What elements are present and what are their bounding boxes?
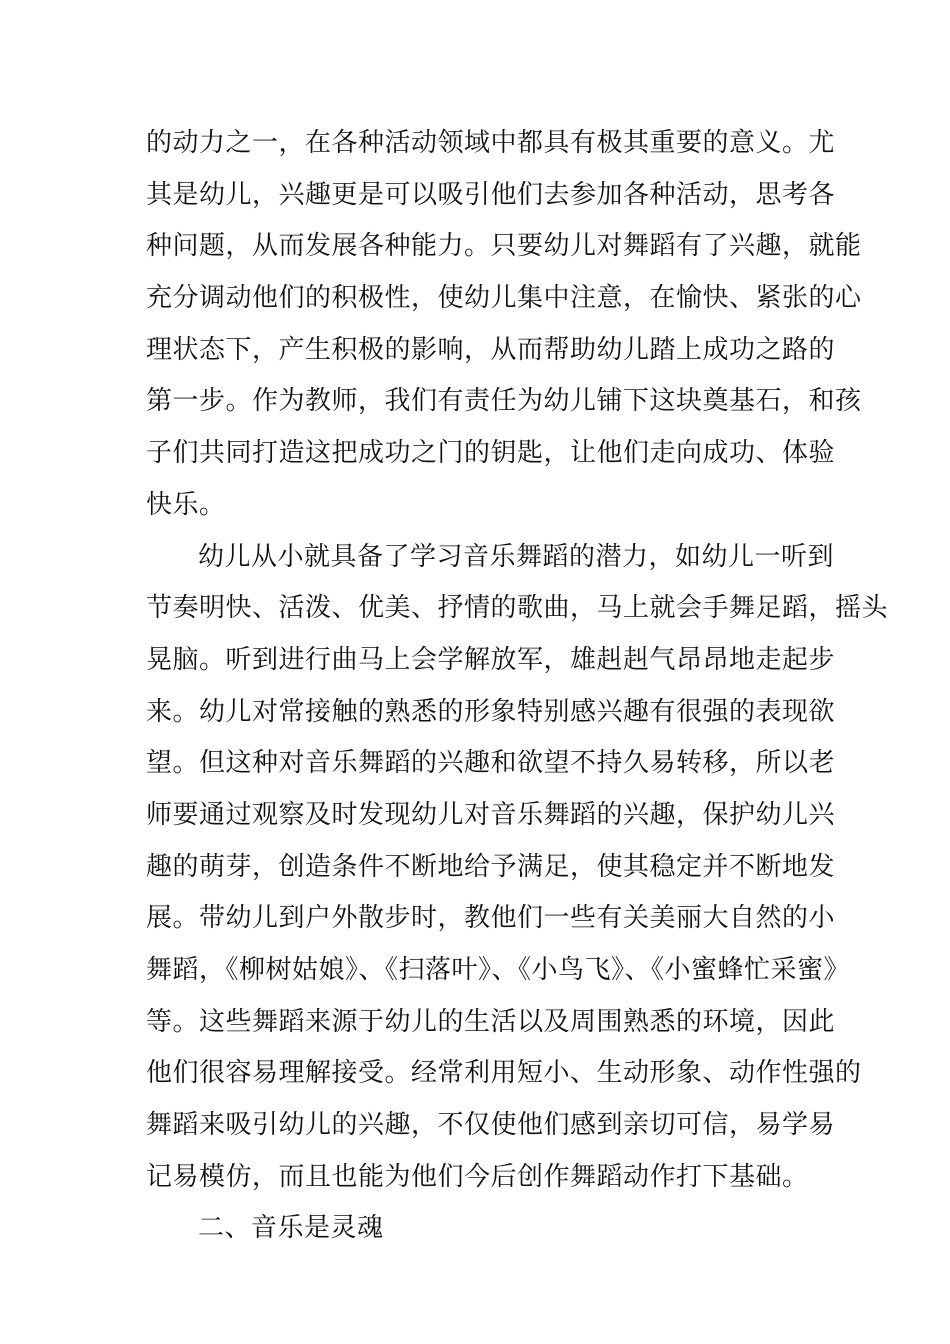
body-text bbox=[146, 118, 889, 1255]
text-line: 理状态下，产生积极的影响，从而帮助幼儿踏上成功之路的 bbox=[146, 334, 836, 365]
text-line: 师要通过观察及时发现幼儿对音乐舞蹈的兴趣，保护幼儿兴 bbox=[146, 799, 836, 830]
text-line: 充分调动他们的积极性，使幼儿集中注意，在愉快、紧张的心 bbox=[146, 283, 862, 314]
text-line: 记易模仿，而且也能为他们今后创作舞蹈动作打下基础。 bbox=[146, 1161, 809, 1192]
text-line: 节奏明快、活泼、优美、抒情的歌曲，马上就会手舞足蹈，摇头 bbox=[146, 593, 889, 624]
text-line: 子们共同打造这把成功之门的钥匙，让他们走向成功、体验 bbox=[146, 438, 836, 469]
text-line: 舞蹈，《柳树姑娘》、《扫落叶》、《小鸟飞》、《小蜜蜂忙采蜜》 bbox=[146, 955, 851, 985]
text-line: 的动力之一，在各种活动领域中都具有极其重要的意义。尤 bbox=[146, 128, 836, 158]
text-line: 第一步。作为教师，我们有责任为幼儿铺下这块奠基石，和孩 bbox=[146, 386, 862, 417]
text-line: 他们很容易理解接受。经常利用短小、生动形象、动作性强的 bbox=[146, 1058, 862, 1089]
section-heading: 二、音乐是灵魂 bbox=[198, 1213, 384, 1244]
paragraph-1 bbox=[146, 118, 862, 532]
paragraph-2 bbox=[146, 532, 889, 1204]
text-line: 其是幼儿，兴趣更是可以吸引他们去参加各种活动，思考各 bbox=[146, 179, 836, 210]
text-line: 幼儿从小就具备了学习音乐舞蹈的潜力，如幼儿一听到 bbox=[198, 541, 835, 572]
text-line: 种问题，从而发展各种能力。只要幼儿对舞蹈有了兴趣，就能 bbox=[146, 231, 862, 262]
text-line: 来。幼儿对常接触的熟悉的形象特别感兴趣有很强的表现欲 bbox=[146, 696, 836, 727]
text-line: 快乐。 bbox=[146, 489, 226, 520]
text-line: 展。带幼儿到户外散步时，教他们一些有关美丽大自然的小 bbox=[146, 903, 836, 934]
text-line: 舞蹈来吸引幼儿的兴趣，不仅使他们感到亲切可信，易学易 bbox=[146, 1110, 836, 1141]
text-line: 趣的萌芽，创造条件不断地给予满足，使其稳定并不断地发 bbox=[146, 851, 836, 882]
text-line: 等。这些舞蹈来源于幼儿的生活以及周围熟悉的环境，因此 bbox=[146, 1006, 836, 1037]
text-line: 望。但这种对音乐舞蹈的兴趣和欲望不持久易转移，所以老 bbox=[146, 748, 836, 779]
text-line: 晃脑。听到进行曲马上会学解放军，雄赳赳气昂昂地走起步 bbox=[146, 644, 836, 675]
